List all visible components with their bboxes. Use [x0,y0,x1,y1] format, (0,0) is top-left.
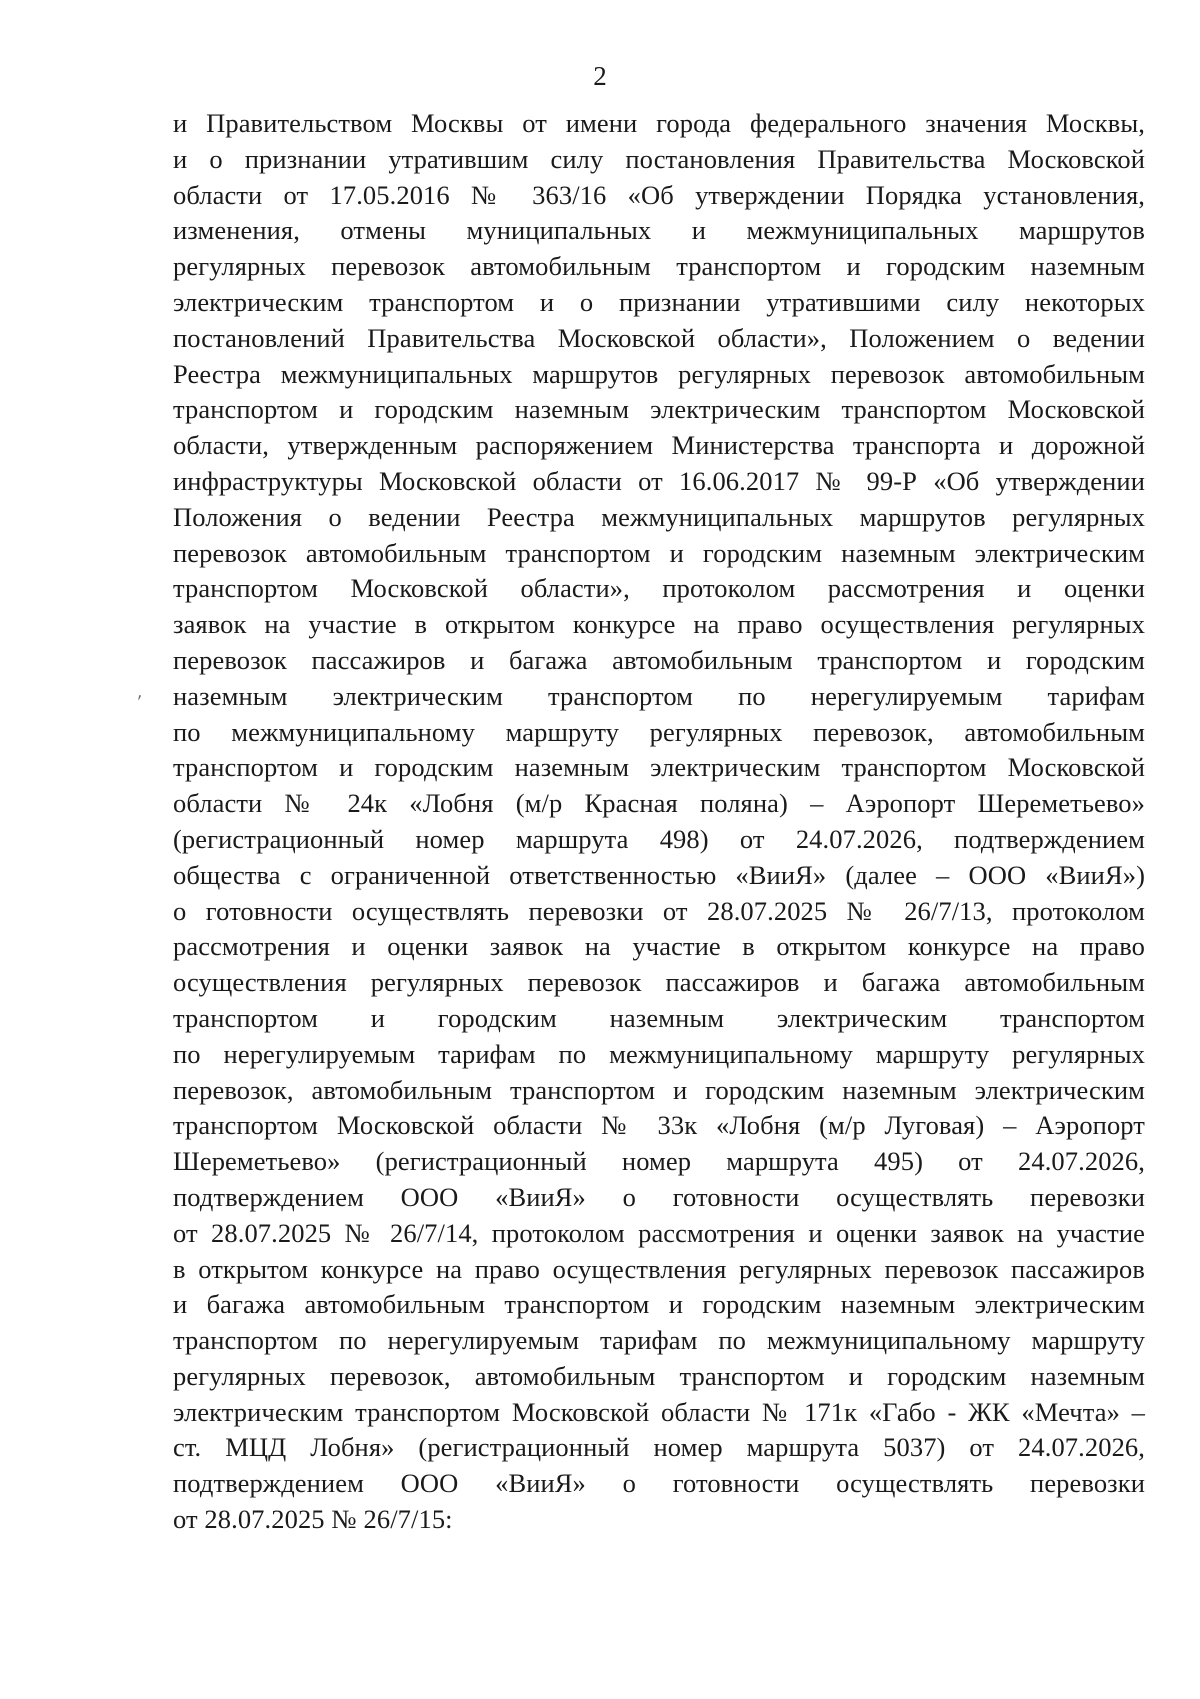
text-line: транспортом и городским наземным электрическим транспортом [173,1002,1145,1033]
text-line: о готовности осуществлять перевозки от 28.07.2025 № 26/7/13, протоколом [173,895,1145,926]
text-line: от 28.07.2025 № 26/7/14, протоколом рассмотрения и оценки заявок на участие [173,1217,1145,1248]
text-line: заявок на участие в открытом конкурсе на право осуществления регулярных [173,609,1145,640]
text-line: постановлений Правительства Московской области», Положением о ведении [173,322,1145,353]
text-line: подтверждением ООО «ВииЯ» о готовности осуществлять перевозки [173,1181,1145,1212]
text-line: области № 24к «Лобня (м/р Красная поляна) – Аэропорт Шереметьево» [173,788,1145,819]
text-line: транспортом по нерегулируемым тарифам по межмуниципальному маршруту [173,1325,1145,1356]
text-line: Шереметьево» (регистрационный номер маршрута 495) от 24.07.2026, [173,1146,1145,1177]
page-number: 2 [593,61,607,91]
text-line: наземным электрическим транспортом по нерегулируемым тарифам [173,680,1145,711]
text-line: регулярных перевозок автомобильным транспортом и городским наземным [173,251,1145,282]
text-line: перевозок автомобильным транспортом и городским наземным электрическим [173,537,1145,568]
text-line: (регистрационный номер маршрута 498) от 24.07.2026, подтверждением [173,823,1145,854]
text-line: транспортом Московской области № 33к «Лобня (м/р Луговая) – Аэропорт [173,1110,1145,1141]
text-line: перевозок пассажиров и багажа автомобильным транспортом и городским [173,644,1145,675]
text-line: области от 17.05.2016 № 363/16 «Об утверждении Порядка установления, [173,179,1145,210]
text-line: электрическим транспортом Московской области № 171к «Габо - ЖК «Мечта» – [173,1396,1145,1427]
text-line: инфраструктуры Московской области от 16.06.2017 № 99-Р «Об утверждении [173,465,1145,496]
text-line: рассмотрения и оценки заявок на участие в открытом конкурсе на право [173,931,1145,962]
text-line: по нерегулируемым тарифам по межмуниципальному маршруту регулярных [173,1038,1145,1069]
text-line: регулярных перевозок, автомобильным транспортом и городским наземным [173,1360,1145,1391]
text-line: транспортом и городским наземным электрическим транспортом Московской [173,752,1145,783]
text-line: общества с ограниченной ответственностью «ВииЯ» (далее – ООО «ВииЯ») [173,859,1145,890]
text-line: электрическим транспортом и о признании утратившими силу некоторых [173,286,1145,317]
text-line: подтверждением ООО «ВииЯ» о готовности осуществлять перевозки [173,1468,1145,1499]
text-line: и Правительством Москвы от имени города федерального значения Москвы, [173,108,1145,138]
text-line: изменения, отмены муниципальных и межмуниципальных маршрутов [173,215,1145,246]
text-line: и о признании утратившим силу постановления Правительства Московской [173,143,1145,174]
text-line: от 28.07.2025 № 26/7/15: [173,1504,453,1535]
text-line: ст. МЦД Лобня» (регистрационный номер маршрута 5037) от 24.07.2026, [173,1432,1145,1463]
text-line: осуществления регулярных перевозок пассажиров и багажа автомобильным [173,967,1145,998]
text-line: Положения о ведении Реестра межмуниципальных маршрутов регулярных [173,501,1145,532]
body-paragraph [173,106,1145,1538]
text-line: транспортом и городским наземным электрическим транспортом Московской [173,394,1145,425]
text-line: по межмуниципальному маршруту регулярных перевозок, автомобильным [173,716,1145,747]
text-line: перевозок, автомобильным транспортом и городским наземным электрическим [173,1074,1145,1105]
text-line: области, утвержденным распоряжением Министерства транспорта и дорожной [173,430,1145,461]
text-line: в открытом конкурсе на право осуществления регулярных перевозок пассажиров [173,1253,1145,1284]
margin-mark: ' [132,691,144,713]
text-line: транспортом Московской области», протоколом рассмотрения и оценки [173,573,1145,604]
text-line: Реестра межмуниципальных маршрутов регулярных перевозок автомобильным [173,358,1145,389]
text-line: и багажа автомобильным транспортом и городским наземным электрическим [173,1289,1145,1320]
